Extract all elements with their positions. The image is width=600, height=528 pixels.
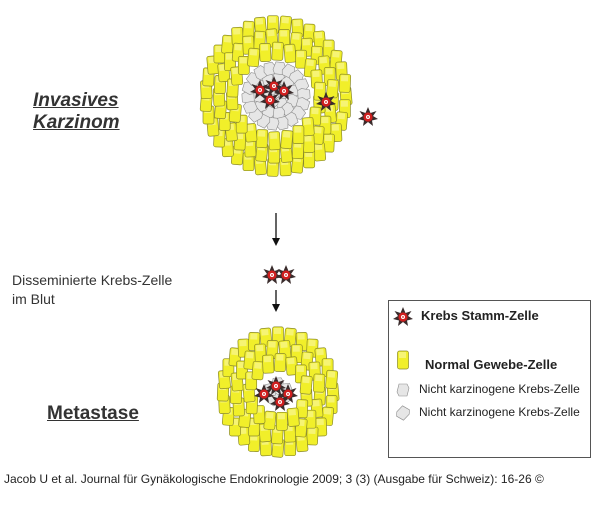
normal-cell [325,370,338,389]
normal-cell [300,376,313,395]
invasive-carcinoma-cluster [200,16,352,177]
invasive-label-line2: Karzinom [33,112,120,133]
noncarcinogenic-cell-icon-2 [395,404,411,422]
source-caption: Jacob U et al. Journal für Gynäkologische Endokrinologie 2009; 3 (3) (Ausgabe für Schweiz): 16-26 © [4,472,544,486]
metastasis-label: Metastase [47,403,139,424]
escaping-stem-cell [358,107,378,126]
disseminated-cell-label [12,271,172,309]
normal-cell [232,27,244,45]
normal-cell [306,427,318,445]
normal-cell [339,74,351,92]
normal-cell [293,126,304,144]
normal-cell-icon [392,347,414,373]
disseminated-stem-cell [262,265,282,284]
disseminated-label-line1: Disseminierte Krebs-Zelle [12,272,173,288]
normal-cell [262,355,274,373]
legend-stem-cell-label: Krebs Stamm-Zelle [421,308,539,323]
normal-cell [326,79,339,98]
normal-cell [269,132,281,150]
legend-box [388,300,591,458]
normal-cell [274,353,286,371]
metastasis-cluster [217,327,339,458]
normal-cell [256,129,268,147]
normal-cell [247,48,260,67]
invasive-label-line1: Invasives [33,90,119,111]
normal-cell [287,408,300,427]
stem-cell-icon [390,304,416,330]
normal-cell [259,43,271,61]
disseminated-label-line2: im Blut [12,291,55,307]
normal-cell [281,130,294,149]
disseminated-stem-cell-2 [276,265,296,284]
legend-noncarcinogenic-label-2: Nicht karzinogene Krebs-Zelle [419,405,580,419]
normal-cell [313,374,325,392]
noncarcinogenic-cell-icon [395,381,411,399]
normal-cell [272,42,284,60]
legend-noncarcinogenic-label-1: Nicht karzinogene Krebs-Zelle [419,382,580,396]
normal-cell [284,44,297,63]
normal-cell [313,142,326,161]
arrow-down-icon-2 [272,290,280,312]
normal-cell [276,412,287,430]
normal-cell [264,411,277,430]
arrow-down-icon [272,213,280,246]
invasive-carcinoma-label [33,90,120,134]
legend-normal-cell-label: Normal Gewebe-Zelle [425,357,558,372]
normal-cell [303,134,315,152]
